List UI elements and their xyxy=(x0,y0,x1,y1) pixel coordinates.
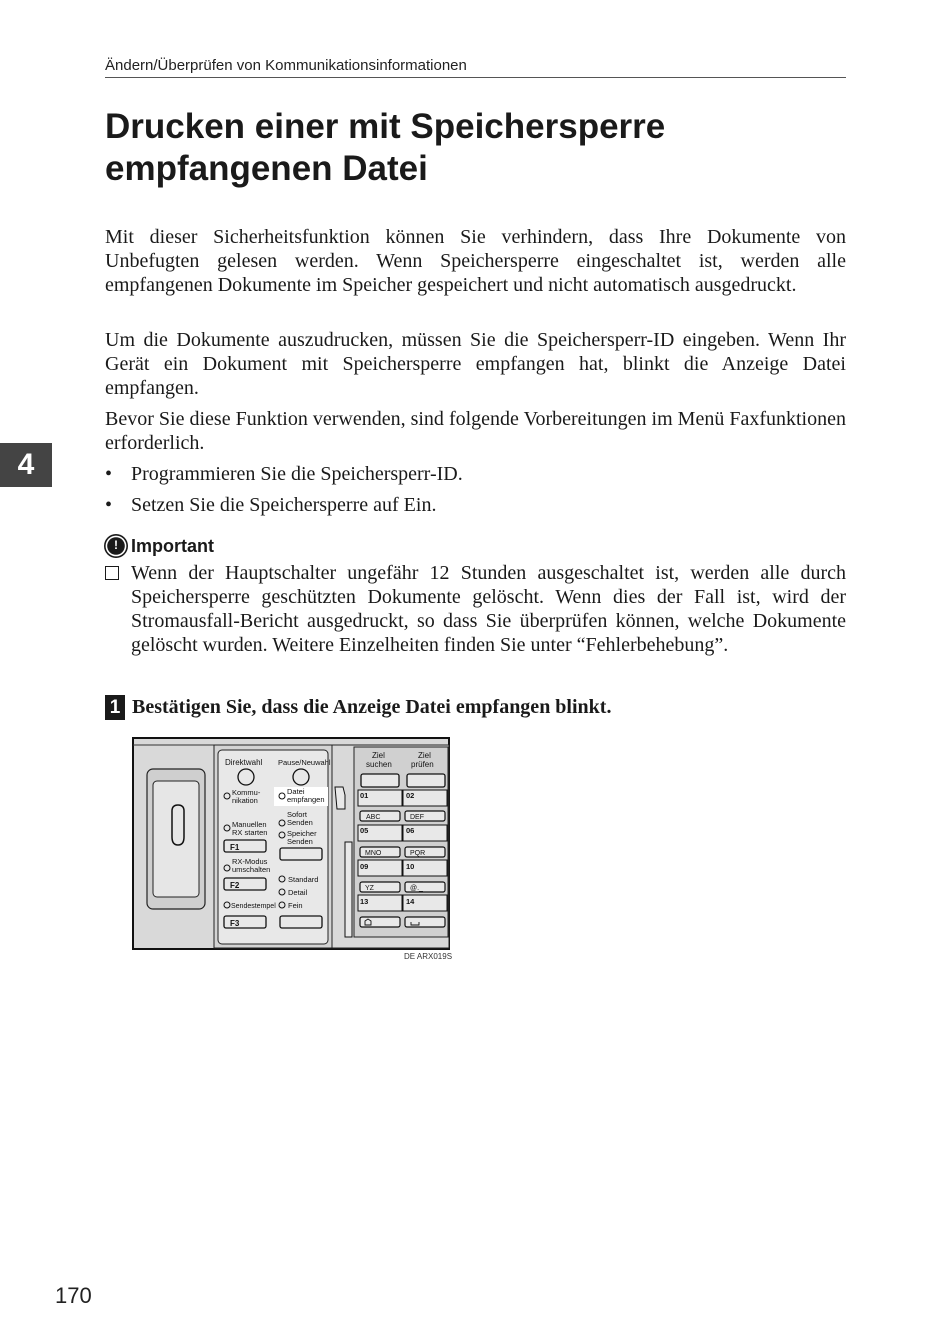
blank-button-2[interactable] xyxy=(280,916,322,928)
label-ziel-suchen-1: Ziel xyxy=(372,751,385,760)
label-kommunikation-1: Kommu- xyxy=(232,788,261,797)
label-rx-1: RX-Modus xyxy=(232,857,268,866)
label-key-01: 01 xyxy=(360,791,369,800)
page-number: 170 xyxy=(55,1283,92,1308)
label-manuell-1: Manuellen xyxy=(232,820,267,829)
paragraph-print-info: Um die Dokumente auszudrucken, müssen Sie die Speichersperr-ID eingeben. Wenn Ihr Gerät ein Dokument mit Speichersperre empfangen hat, blinkt die Anzeige Datei empfangen. xyxy=(105,329,846,399)
paragraph-preparation: Bevor Sie diese Funktion verwenden, sind folgende Vorbereitungen im Menü Faxfunktionen erforderlich. xyxy=(105,408,846,454)
label-f3: F3 xyxy=(230,919,240,928)
label-at: @._ xyxy=(410,885,423,892)
label-sendestempel: Sendestempel xyxy=(231,903,276,910)
label-yz: YZ xyxy=(365,885,374,892)
label-sofort-1: Sofort xyxy=(287,810,308,819)
label-direktwahl: Direktwahl xyxy=(225,758,263,767)
chapter-tab: 4 xyxy=(0,443,52,487)
label-abc: ABC xyxy=(366,814,381,821)
step-1 xyxy=(105,695,611,720)
label-key-02: 02 xyxy=(406,791,415,800)
direktwahl-button[interactable] xyxy=(238,769,254,785)
label-pause: Pause/Neuwahl xyxy=(278,758,331,767)
label-mno: MNO xyxy=(365,850,382,857)
label-def: DEF xyxy=(410,814,424,821)
checkbox-icon xyxy=(105,566,119,580)
label-fein: Fein xyxy=(288,901,303,910)
label-manuell-2: RX starten xyxy=(232,828,268,837)
label-detail: Detail xyxy=(288,888,308,897)
page-title xyxy=(105,106,846,190)
label-standard: Standard xyxy=(288,875,319,884)
label-ziel-pruefen-1: Ziel xyxy=(418,751,431,760)
bullet-dot: • xyxy=(105,494,113,516)
label-speicher-1: Speicher xyxy=(287,829,317,838)
label-kommunikation-2: nikation xyxy=(232,796,258,805)
running-header: Ändern/Überprüfen von Kommunikationsinformationen xyxy=(105,57,846,78)
title-line-2: empfangenen Datei xyxy=(105,149,428,188)
label-key-13: 13 xyxy=(360,897,369,906)
label-datei-2: empfangen xyxy=(287,795,325,804)
label-ziel-suchen-2: suchen xyxy=(366,760,392,769)
bullet-dot: • xyxy=(105,463,113,485)
label-ziel-pruefen-2: prüfen xyxy=(411,760,434,769)
important-note xyxy=(105,561,846,657)
label-rx-2: umschalten xyxy=(232,865,271,874)
label-key-10: 10 xyxy=(406,862,415,871)
label-f2: F2 xyxy=(230,881,240,890)
pause-button[interactable] xyxy=(293,769,309,785)
list-item-text: Setzen Sie die Speichersperre auf Ein. xyxy=(131,494,437,516)
label-key-14: 14 xyxy=(406,897,415,906)
label-sofort-2: Senden xyxy=(287,818,313,827)
blank-button-1[interactable] xyxy=(280,848,322,860)
label-key-05: 05 xyxy=(360,826,369,835)
important-heading xyxy=(105,535,214,557)
important-text: Wenn der Hauptschalter ungefähr 12 Stunden ausgeschaltet ist, werden alle durch Speichersperre geschützten Dokumente gelöscht. Wenn dies der Fall ist, wird der Stromausfall-Bericht ausgedruckt, so dass Sie überprüfen können, welche Dokumente gelöscht wurden. Weitere Einzelheiten finden Sie unter “Fehlerbehebung”. xyxy=(131,562,846,656)
list-item-text: Programmieren Sie die Speichersperr-ID. xyxy=(131,463,463,485)
title-line-1: Drucken einer mit Speichersperre xyxy=(105,107,666,146)
label-f1: F1 xyxy=(230,843,240,852)
label-datei-1: Datei xyxy=(287,787,305,796)
paragraph-intro: Mit dieser Sicherheitsfunktion können Sie verhindern, dass Ihre Dokumente von Unbefugten gelesen werden. Wenn Speichersperre eingeschaltet ist, werden alle empfangenen Dokumente im Speicher gespeichert und nicht automatisch ausgedruckt. xyxy=(105,226,846,296)
label-key-09: 09 xyxy=(360,862,369,871)
ziel-suchen-button[interactable] xyxy=(361,774,399,787)
label-speicher-2: Senden xyxy=(287,837,313,846)
label-pqr: PQR xyxy=(410,850,426,857)
important-label: Important xyxy=(131,535,214,556)
important-icon: ! xyxy=(107,537,125,555)
ziel-pruefen-button[interactable] xyxy=(407,774,445,787)
step-text: Bestätigen Sie, dass die Anzeige Datei empfangen blinkt. xyxy=(132,696,612,718)
step-number: 1 xyxy=(105,695,125,720)
figure-label: DE ARX019S xyxy=(404,952,453,961)
label-key-06: 06 xyxy=(406,826,415,835)
control-panel-illustration xyxy=(132,737,450,950)
